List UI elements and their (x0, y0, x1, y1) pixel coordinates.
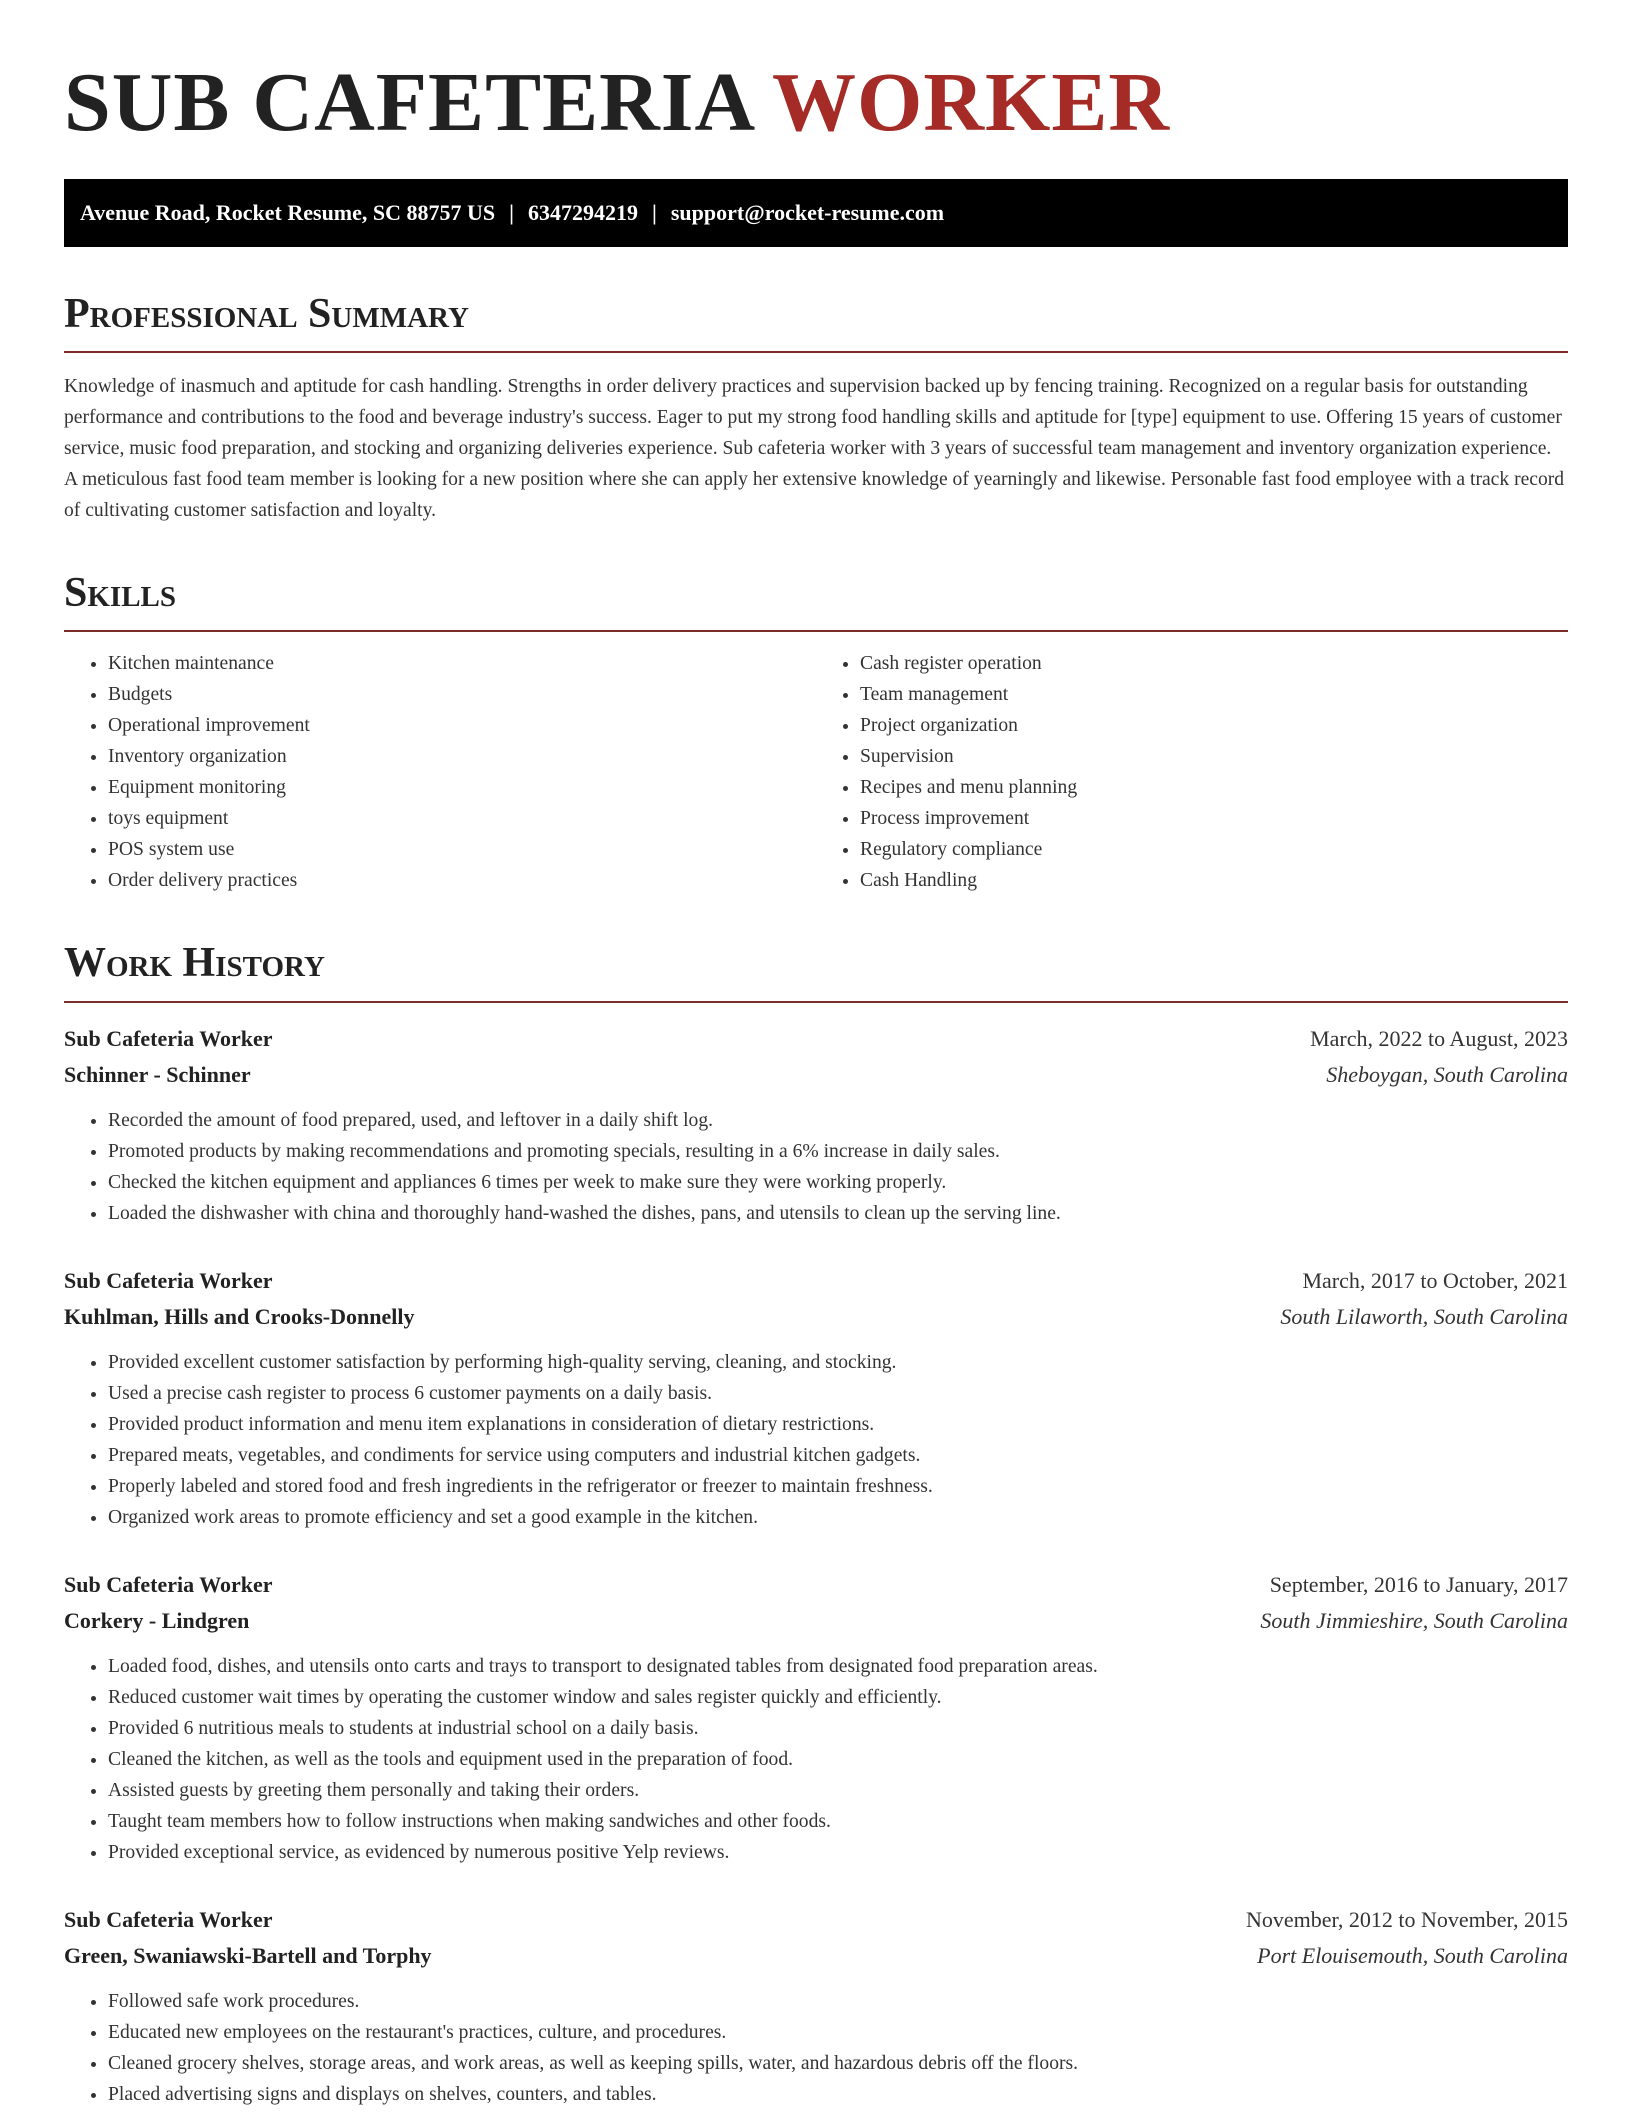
contact-address: Avenue Road, Rocket Resume, SC 88757 US (80, 200, 496, 225)
job-dates: September, 2016 to January, 2017 (1269, 1571, 1568, 1597)
job-bullet: • Provided product information and menu item explanations in consideration of dietary restrictions. (108, 1409, 1568, 1440)
job-bullet: • Cleaned the kitchen, as well as the tools and equipment used in the preparation of food. (108, 1744, 1568, 1775)
skill-item: • Order delivery practices (108, 865, 816, 896)
summary-section (64, 291, 1568, 526)
job-header-row (64, 1021, 1568, 1057)
skill-item: • POS system use (108, 834, 816, 865)
job-company: Kuhlman, Hills and Crooks-Donnelly (64, 1303, 415, 1329)
job-bullet: • Promoted products by making recommendations and promoting specials, resulting in a 6% increase in daily sales. (108, 1136, 1568, 1167)
job-bullet: • Loaded the dishwasher with china and thoroughly hand-washed the dishes, pans, and utensils to clean up the serving line. (108, 1198, 1568, 1229)
name-last: WORKER (772, 56, 1171, 149)
section-title-work-history: Work History (64, 940, 1568, 1002)
skills-list-right (816, 648, 1568, 896)
skill-item: • toys equipment (108, 803, 816, 834)
skill-item: • Regulatory compliance (860, 834, 1568, 865)
job-title: Sub Cafeteria Worker (64, 1906, 273, 1932)
job-bullet: • Loaded food, dishes, and utensils onto carts and trays to transport to designated tables from designated food preparation areas. (108, 1651, 1568, 1682)
job-bullet: • Checked the kitchen equipment and appliances 6 times per week to make sure they were working properly. (108, 1167, 1568, 1198)
job-company-row (64, 1057, 1568, 1093)
job-bullet: • Assisted guests by greeting them personally and taking their orders. (108, 1775, 1568, 1806)
job-title: Sub Cafeteria Worker (64, 1267, 273, 1293)
job-entry (64, 1567, 1568, 1868)
job-entry (64, 1902, 1568, 2110)
job-location: Sheboygan, South Carolina (1326, 1061, 1568, 1087)
job-bullet: • Used a precise cash register to process 6 customer payments on a daily basis. (108, 1378, 1568, 1409)
job-header-row (64, 1263, 1568, 1299)
job-dates: November, 2012 to November, 2015 (1245, 1906, 1568, 1932)
job-bullets (64, 1651, 1568, 1868)
job-bullet: • Prepared meats, vegetables, and condiments for service using computers and industrial kitchen gadgets. (108, 1440, 1568, 1471)
job-bullet: • Reduced customer wait times by operating the customer window and sales register quickly and efficiently. (108, 1682, 1568, 1713)
skill-item: • Recipes and menu planning (860, 772, 1568, 803)
job-company: Green, Swaniawski-Bartell and Torphy (64, 1942, 432, 1968)
skill-item: • Team management (860, 679, 1568, 710)
skill-item: • Supervision (860, 741, 1568, 772)
skill-item: • Cash Handling (860, 865, 1568, 896)
job-bullet: • Followed safe work procedures. (108, 1986, 1568, 2017)
skill-item: • Budgets (108, 679, 816, 710)
job-bullet: • Provided excellent customer satisfaction by performing high-quality serving, cleaning, and stocking. (108, 1347, 1568, 1378)
section-title-skills: Skills (64, 570, 1568, 632)
job-title: Sub Cafeteria Worker (64, 1025, 273, 1051)
job-company-row (64, 1603, 1568, 1639)
job-entry (64, 1263, 1568, 1533)
skill-item: • Cash register operation (860, 648, 1568, 679)
job-dates: March, 2017 to October, 2021 (1302, 1267, 1568, 1293)
skills-section (64, 570, 1568, 896)
job-entry (64, 1021, 1568, 1229)
name-first: SUB CAFETERIA (64, 56, 752, 149)
job-bullet: • Taught team members how to follow instructions when making sandwiches and other foods. (108, 1806, 1568, 1837)
contact-separator: | (509, 200, 515, 225)
job-bullet: • Placed advertising signs and displays on shelves, counters, and tables. (108, 2079, 1568, 2110)
skill-item: • Operational improvement (108, 710, 816, 741)
job-location: South Jimmieshire, South Carolina (1260, 1607, 1568, 1633)
job-bullet: • Recorded the amount of food prepared, used, and leftover in a daily shift log. (108, 1105, 1568, 1136)
summary-text: Knowledge of inasmuch and aptitude for cash handling. Strengths in order delivery practices and supervision backed up by fencing training. Recognized on a regular basis for outstanding performance and contributions to the food and beverage industry's success. Eager to put my strong food handling skills and aptitude for [type] equipment to use. Offering 15 years of customer service, music food preparation, and stocking and organizing deliveries experience. Sub cafeteria worker with 3 years of successful team management and inventory organization experience. A meticulous fast food team member is looking for a new position where she can apply her extensive knowledge of yearningly and likewise. Personable fast food employee with a track record of cultivating customer satisfaction and loyalty. (64, 376, 1565, 522)
work-history-section (64, 940, 1568, 2109)
skill-item: • Process improvement (860, 803, 1568, 834)
job-header-row (64, 1902, 1568, 1938)
resume-name (64, 50, 1568, 155)
job-dates: March, 2022 to August, 2023 (1310, 1025, 1568, 1051)
job-bullet: • Cleaned grocery shelves, storage areas, and work areas, as well as keeping spills, water, and hazardous debris off the floors. (108, 2048, 1568, 2079)
skill-item: • Project organization (860, 710, 1568, 741)
job-bullets (64, 1347, 1568, 1533)
section-title-summary: Professional Summary (64, 291, 1568, 353)
contact-phone: 6347294219 (528, 200, 639, 225)
job-company-row (64, 1938, 1568, 1974)
job-bullet: • Educated new employees on the restaurant's practices, culture, and procedures. (108, 2017, 1568, 2048)
skills-columns (64, 648, 1568, 896)
job-bullets (64, 1105, 1568, 1229)
job-bullet: • Organized work areas to promote efficiency and set a good example in the kitchen. (108, 1502, 1568, 1533)
contact-email: support@rocket-resume.com (670, 200, 945, 225)
job-title: Sub Cafeteria Worker (64, 1571, 273, 1597)
job-header-row (64, 1567, 1568, 1603)
contact-separator: | (652, 200, 657, 225)
job-company-row (64, 1299, 1568, 1335)
job-bullet: • Provided 6 nutritious meals to students at industrial school on a daily basis. (108, 1713, 1568, 1744)
job-location: South Lilaworth, South Carolina (1280, 1303, 1568, 1329)
skill-item: • Equipment monitoring (108, 772, 816, 803)
job-bullets (64, 1986, 1568, 2110)
skill-item: • Kitchen maintenance (108, 648, 816, 679)
job-bullet: • Properly labeled and stored food and fresh ingredients in the refrigerator or freezer to maintain freshness. (108, 1471, 1568, 1502)
skills-list-left (64, 648, 816, 896)
job-company: Corkery - Lindgren (64, 1607, 250, 1633)
job-location: Port Elouisemouth, South Carolina (1257, 1942, 1568, 1968)
contact-bar (64, 179, 1568, 247)
skill-item: • Inventory organization (108, 741, 816, 772)
job-company: Schinner - Schinner (64, 1061, 251, 1087)
job-bullet: • Provided exceptional service, as evidenced by numerous positive Yelp reviews. (108, 1837, 1568, 1868)
